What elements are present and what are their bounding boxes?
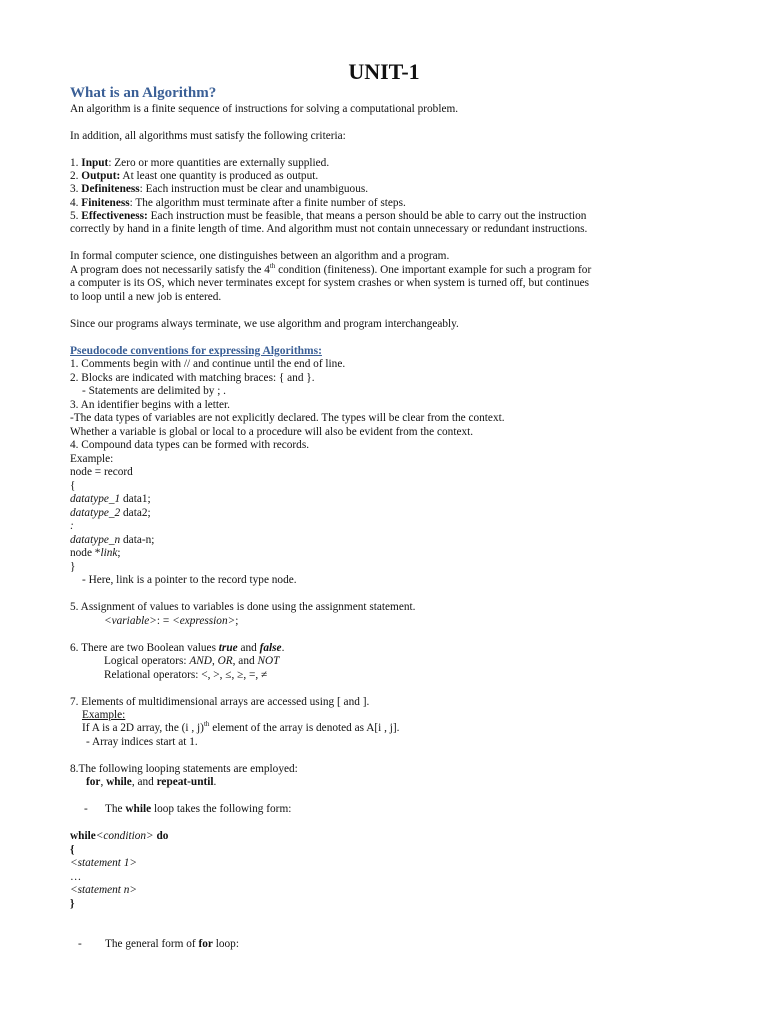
- record-ellipsis: :: [70, 520, 74, 532]
- page-title: UNIT-1: [348, 59, 420, 84]
- pseudocode-heading: Pseudocode conventions for expressing Algorithms:: [70, 345, 322, 357]
- convention-6: 6. There are two Boolean values true and false.: [70, 642, 285, 654]
- criterion-effectiveness-cont: correctly by hand in a finite length of time. And algorithm must not contain unnecessary or redundant instructions.: [70, 223, 588, 235]
- while-intro: The while loop takes the following form:: [105, 803, 292, 815]
- while-intro-dash: -: [84, 803, 88, 815]
- convention-2-note: - Statements are delimited by ; .: [82, 385, 226, 397]
- example-label: Example:: [70, 453, 114, 465]
- convention-4: 4. Compound data types can be formed with records.: [70, 439, 310, 451]
- record-brace-open: {: [70, 480, 76, 492]
- convention-7-note: - Array indices start at 1.: [86, 736, 198, 748]
- criterion-input: 1. Input: Zero or more quantities are externally supplied.: [70, 157, 330, 169]
- convention-3: 3. An identifier begins with a letter.: [70, 399, 231, 411]
- criterion-output: 2. Output: At least one quantity is produced as output.: [70, 170, 319, 182]
- convention-3-note-b: Whether a variable is global or local to a procedure will also be evident from the context.: [70, 426, 474, 438]
- intro-text: An algorithm is a finite sequence of instructions for solving a computational problem.: [70, 103, 459, 115]
- criteria-intro: In addition, all algorithms must satisfy the following criteria:: [70, 130, 346, 142]
- convention-8: 8.The following looping statements are employed:: [70, 763, 298, 775]
- logical-operators: Logical operators: AND, OR, and NOT: [104, 655, 280, 667]
- while-brace-open: {: [70, 844, 75, 856]
- convention-1: 1. Comments begin with // and continue until the end of line.: [70, 358, 346, 370]
- criterion-effectiveness: 5. Effectiveness: Each instruction must be feasible, that means a person should be able to carry out the instruction: [70, 210, 587, 222]
- section-heading: What is an Algorithm?: [70, 85, 217, 101]
- convention-5: 5. Assignment of values to variables is done using the assignment statement.: [70, 601, 416, 613]
- record-field-n: datatype_n data-n;: [70, 534, 155, 546]
- convention-7-example-label: Example:: [82, 709, 126, 721]
- since-text: Since our programs always terminate, we use algorithm and program interchangeably.: [70, 318, 459, 330]
- while-brace-close: }: [70, 898, 75, 910]
- convention-2: 2. Blocks are indicated with matching braces: { and }.: [70, 372, 315, 384]
- record-brace-close: }: [70, 561, 76, 573]
- while-statement-1: <statement 1>: [70, 857, 138, 869]
- criterion-finiteness: 4. Finiteness: The algorithm must terminate after a finite number of steps.: [70, 197, 406, 209]
- record-field-2: datatype_2 data2;: [70, 507, 151, 519]
- formal-text-4: to loop until a new job is entered.: [70, 291, 222, 303]
- convention-7: 7. Elements of multidimensional arrays are accessed using [ and ].: [70, 696, 370, 708]
- loop-keywords: for, while, and repeat-until.: [86, 776, 217, 788]
- formal-text-3: a computer is its OS, which never terminates except for system crashes or when system is turned off, but continues: [70, 277, 590, 289]
- for-intro: The general form of for loop:: [105, 938, 239, 950]
- record-line: node = record: [70, 466, 133, 478]
- while-statement-n: <statement n>: [70, 884, 138, 896]
- record-link: node *link;: [70, 547, 121, 559]
- record-field-1: datatype_1 data1;: [70, 493, 151, 505]
- formal-text-2: A program does not necessarily satisfy the 4th condition (finiteness). One important example for such a program for: [70, 262, 592, 276]
- link-note: - Here, link is a pointer to the record type node.: [82, 574, 297, 586]
- convention-3-note-a: -The data types of variables are not explicitly declared. The types will be clear from the context.: [70, 412, 505, 424]
- convention-7-example: If A is a 2D array, the (i , j)$^{th}$ element of the array is denoted as A[i , j].: [82, 720, 400, 734]
- formal-text-1: In formal computer science, one distinguishes between an algorithm and a program.: [70, 250, 450, 262]
- relational-operators: Relational operators: <, >, ≤, ≥, =, ≠: [104, 669, 268, 681]
- while-ellipsis: …: [70, 871, 82, 883]
- criterion-definiteness: 3. Definiteness: Each instruction must be clear and unambiguous.: [70, 183, 369, 195]
- assignment-form: <variable>: = <expression>;: [104, 615, 239, 627]
- while-header: while<condition> do: [70, 830, 169, 842]
- for-intro-dash: -: [78, 938, 82, 950]
